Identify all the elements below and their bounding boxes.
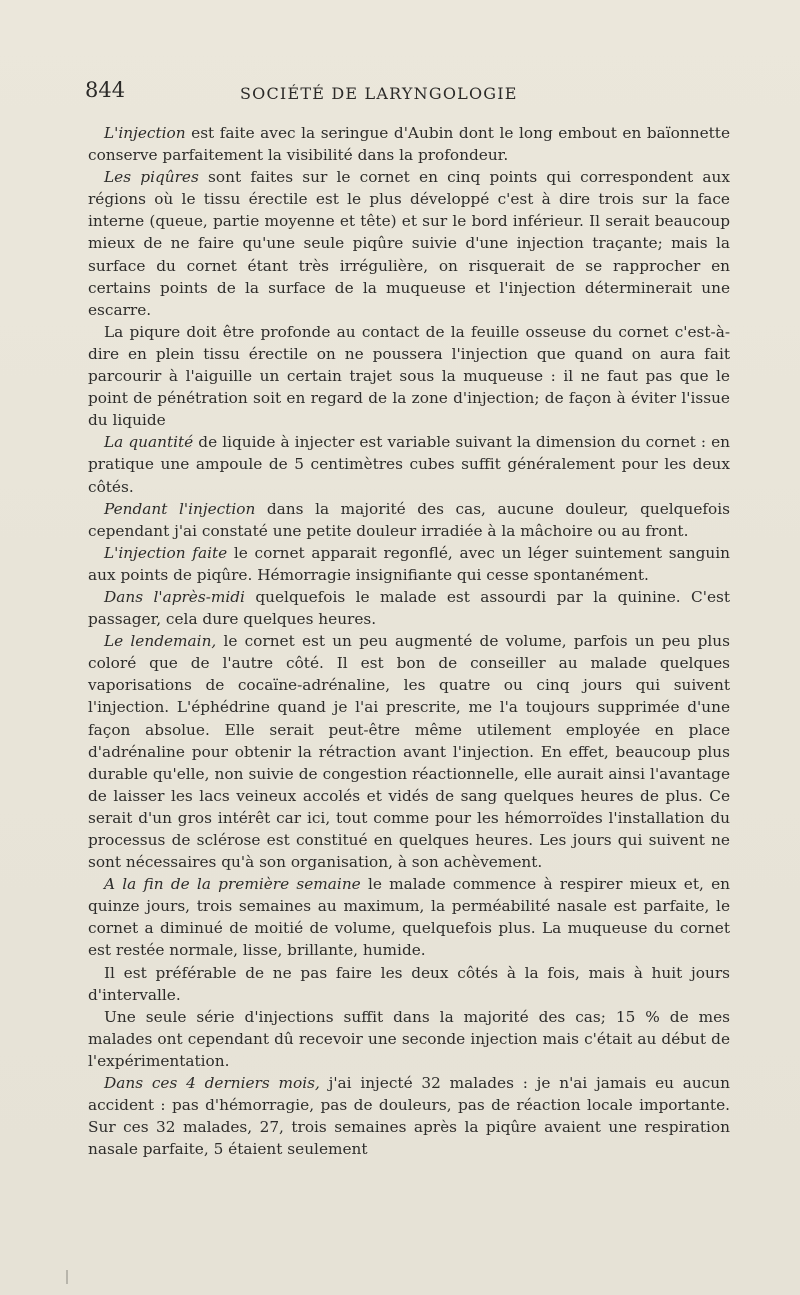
paragraph xyxy=(88,962,730,1006)
paragraph-text: quelquefois le malade est assourdi par la quinine. C'est passager, cela dure quelques heures. xyxy=(88,587,730,629)
paragraph xyxy=(88,630,730,873)
paragraph xyxy=(88,498,730,542)
paragraph-text: sont faites sur le cornet en cinq points qui correspondent aux régions où le tissu érectile est le plus développé c'est à dire trois sur la face interne (queue, partie moyenne et tête) et sur le bord inférieur. Il serait beaucoup mieux de ne faire qu'une seule piqûre suivie d'une injection traçante; mais la surface du cornet étant très irrégulière, on risquerait de se rapprocher en certains points de la surface de la muqueuse et l'injection déterminerait une escarre. xyxy=(88,168,730,319)
paragraph-text: le malade commence à respirer mieux et, en quinze jours, trois semaines au maximum, la perméabilité nasale est parfaite, le cornet a diminué de moitié de volume, quelquefois plus. La muqueuse du cornet est restée normale, lisse, brillante, humide. xyxy=(88,875,731,960)
paragraph-lead: Les piqûres xyxy=(104,168,199,187)
paragraph-text: Une seule série d'injections suffit dans la majorité des cas; 15 % de mes malades ont cependant dû recevoir une seconde injection mais c'était au début de l'expérimentation. xyxy=(88,1007,730,1070)
paragraph xyxy=(88,586,730,630)
paragraph-text: dans la majorité des cas, aucune douleur, quelquefois cependant j'ai constaté une petite douleur irradiée à la mâchoire ou au front. xyxy=(88,499,730,540)
running-head: SOCIÉTÉ DE LARYNGOLOGIE xyxy=(240,84,518,103)
paragraph xyxy=(88,431,730,497)
paragraph-lead: L'injection faite xyxy=(104,543,228,562)
body-text xyxy=(88,122,730,1160)
paragraph-text: Il est préférable de ne pas faire les deux côtés à la fois, mais à huit jours d'intervalle. xyxy=(88,963,730,1004)
paragraph-lead: A la fin de la première semaine xyxy=(104,875,361,894)
paragraph xyxy=(88,321,730,431)
paragraph-text: de liquide à injecter est variable suivant la dimension du cornet : en pratique une ampoule de 5 centimètres cubes suffit généralement pour les deux côtés. xyxy=(88,433,730,496)
paragraph-lead: Dans ces 4 derniers mois, xyxy=(104,1074,320,1093)
paragraph xyxy=(88,1006,730,1072)
paragraph xyxy=(88,1072,730,1160)
paragraph-lead: Le lendemain, xyxy=(104,632,217,651)
paragraph-text: La piqure doit être profonde au contact de la feuille osseuse du cornet c'est-à-dire en plein tissu érectile on ne poussera l'injection que quand on aura fait parcourir à l'aiguille un certain trajet sous la muqueuse : il ne faut pas que le point de pénétration soit en regard de la zone d'injection; de façon à éviter l'issue du liquide xyxy=(88,322,730,430)
paragraph xyxy=(88,166,730,321)
paragraph-lead: La quantité xyxy=(104,433,194,452)
paragraph-lead: L'injection xyxy=(104,124,186,142)
paragraph-lead: Pendant l'injection xyxy=(104,499,256,518)
paragraph xyxy=(88,122,730,166)
paragraph-text: le cornet apparait regonflé, avec un léger suintement sanguin aux points de piqûre. Hémorragie insignifiante qui cesse spontanément. xyxy=(88,543,730,584)
paragraph-text: j'ai injecté 32 malades : je n'ai jamais eu aucun accident : pas d'hémorragie, pas de douleurs, pas de réaction locale importante. Sur ces 32 malades, 27, trois semaines après la piqûre avaient une respiration nasale parfaite, 5 étaient seulement xyxy=(88,1074,730,1159)
margin-mark xyxy=(66,1270,68,1284)
page-number: 844 xyxy=(85,78,126,102)
paragraph-text: est faite avec la seringue d'Aubin dont le long embout en baïonnette conserve parfaitement la visibilité dans la profondeur. xyxy=(88,124,730,165)
paragraph xyxy=(88,873,730,961)
paragraph xyxy=(88,542,730,586)
paragraph-lead: Dans l'après-midi xyxy=(104,587,245,606)
page-header xyxy=(85,78,735,110)
paragraph-text: le cornet est un peu augmenté de volume, parfois un peu plus coloré que de l'autre côté. Il est bon de conseiller au malade quelques vaporisations de cocaïne-adrénaline, les quatre ou cinq jours qui suivent l'injection. L'éphédrine quand je l'ai prescrite, me l'a toujours supprimée d'une façon absolue. Elle serait peut-être même utilement employée en place d'adrénaline pour obtenir la rétraction avant l'injection. En effet, beaucoup plus durable qu'elle, non suivie de congestion réactionnelle, elle aurait ainsi l'avantage de laisser les lacs veineux accolés et vidés de sang quelques heures de plus. Ce serait d'un gros intérêt car ici, tout comme pour les hémorroïdes l'installation du processus de sclérose est constitué en quelques heures. Les jours qui suivent ne sont nécessaires qu'à son organisation, à son achèvement. xyxy=(88,632,730,872)
